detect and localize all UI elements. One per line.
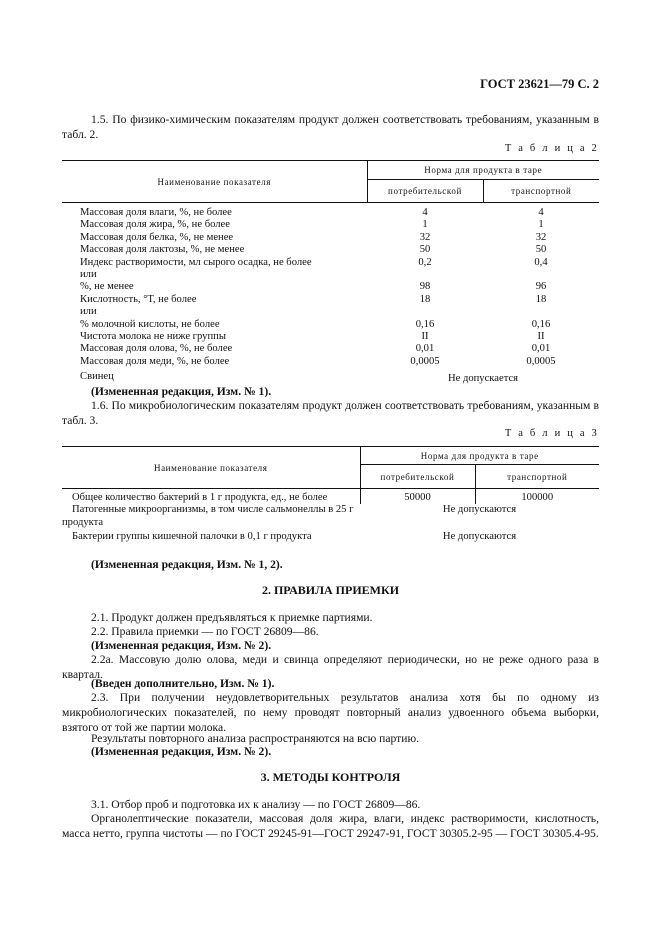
table-3-row-bacteria-consumer: 50000 xyxy=(360,489,475,505)
paragraph-3-1: 3.1. Отбор проб и подготовка их к анализу — по ГОСТ 26809—86. xyxy=(91,798,421,811)
table-2-row-consumer: 0,0005 xyxy=(410,355,440,367)
table-2-row-transport xyxy=(483,306,599,318)
table-2-header-consumer: потребительской xyxy=(367,180,483,203)
table-2-row xyxy=(62,232,599,244)
table-2-row xyxy=(62,306,599,318)
edit-note-2b: (Измененная редакция, Изм. № 2). xyxy=(91,745,272,758)
paragraph-2-2: 2.2. Правила приемки — по ГОСТ 26809—86. xyxy=(91,625,319,638)
section-2-title: 2. ПРАВИЛА ПРИЕМКИ xyxy=(261,583,400,597)
table-2-row xyxy=(62,257,599,269)
table-3-header-norm: Норма для продукта в таре xyxy=(360,447,599,465)
paragraph-1-5: 1.5. По физико-химическим показателям продукт должен соответствовать требованиям, указанным в табл. 2. xyxy=(62,113,599,141)
table-2-row-consumer: II xyxy=(421,331,429,343)
paragraph-2-3: 2.3. При получении неудовлетворительных результатов анализа хотя бы по одному из микробиологических показателей, по нему проводят повторный анализ удвоенного объема выборки, взятого от той же партии молока. xyxy=(62,691,599,734)
table-2-row xyxy=(62,244,599,256)
table-2-row-consumer: 1 xyxy=(422,219,428,231)
table-2-row-transport: 4 xyxy=(538,207,544,218)
table-2-row-consumer: 50 xyxy=(419,244,431,256)
table-2-row-name: Массовая доля меди, %, не более xyxy=(80,355,230,367)
table-2-label: Т а б л и ц а 2 xyxy=(504,143,599,154)
table-2-row-name: Массовая доля олова, %, не более xyxy=(80,343,233,355)
table-3-row-pathogens-name: Патогенные микроорганизмы, в том числе сальмонеллы в 25 г продукта xyxy=(62,504,354,528)
table-2-row-transport: 1 xyxy=(538,219,544,231)
table-2-body xyxy=(62,207,599,368)
table-2-row-name: Массовая доля влаги, %, не более xyxy=(80,207,232,218)
table-2-row-transport xyxy=(483,269,599,281)
table-2-row-name: Индекс растворимости, мл сырого осадка, не более xyxy=(80,256,312,268)
table-2-row-consumer: 0,01 xyxy=(415,343,435,355)
table-3-row-pathogens-value: Не допускаются xyxy=(442,504,517,516)
table-3-header-consumer: потребительской xyxy=(360,465,475,489)
table-2-row-transport: 0,16 xyxy=(531,318,551,330)
table-3-row-bacteria-name: Общее количество бактерий в 1 г продукта, ед., не более xyxy=(72,492,328,503)
paragraph-3-1b: Органолептические показатели, массовая доля жира, влаги, индекс растворимости, кислотность, масса нетто, группа чистоты — по ГОСТ 29245-91—ГОСТ 29247-91, ГОСТ 30305.2-95 — ГОСТ 30305.4-95. xyxy=(62,812,599,840)
table-2-row-name: Чистота молока не ниже группы xyxy=(80,331,226,343)
edit-note-1-2: (Измененная редакция, Изм. № 1, 2). xyxy=(91,558,283,571)
table-2-row-transport: 0,0005 xyxy=(526,355,556,367)
edit-note-2a: (Измененная редакция, Изм. № 2). xyxy=(91,639,272,652)
edit-note-1: (Измененная редакция, Изм. № 1). xyxy=(91,385,272,398)
table-2-row-consumer xyxy=(367,269,483,281)
table-2-row-consumer: 0,2 xyxy=(418,256,432,268)
table-2-row-name: % молочной кислоты, не более xyxy=(80,318,220,330)
paragraph-1-6: 1.6. По микробиологическим показателям продукт должен соответствовать требованиям, указанным в табл. 3. xyxy=(62,399,599,427)
table-3-label: Т а б л и ц а 3 xyxy=(504,428,599,439)
table-3-row-ecoli-value: Не допускаются xyxy=(442,531,517,543)
table-2-row-name: %, не менее xyxy=(80,281,134,293)
table-2-row-transport: 18 xyxy=(535,293,547,305)
table-2 xyxy=(62,160,599,386)
table-2-row xyxy=(62,319,599,331)
table-2-header-transport: транспортной xyxy=(483,180,599,203)
table-3-header-name: Наименование показателя xyxy=(62,447,360,489)
table-2-row-name: Массовая доля лактозы, %, не менее xyxy=(80,244,245,256)
table-2-row xyxy=(62,281,599,293)
table-2-lead-name: Свинец xyxy=(80,371,114,383)
table-2-row-consumer: 98 xyxy=(419,281,431,293)
section-3-title: 3. МЕТОДЫ КОНТРОЛЯ xyxy=(260,770,401,784)
table-2-row xyxy=(62,207,599,219)
table-3-header-transport: транспортной xyxy=(475,465,599,489)
table-2-row-name: Массовая доля белка, %, не менее xyxy=(80,231,234,243)
table-2-lead-value: Не допускается xyxy=(447,373,519,385)
table-2-row-consumer: 32 xyxy=(419,231,431,243)
table-2-row xyxy=(62,356,599,368)
table-2-header-norm: Норма для продукта в таре xyxy=(367,161,599,180)
table-3-row-ecoli-name: Бактерии группы кишечной палочки в 0,1 г продукта xyxy=(72,531,312,543)
paragraph-2-3b: Результаты повторного анализа распространяются на всю партию. xyxy=(91,732,420,745)
table-2-row-transport: II xyxy=(537,331,545,343)
table-2-row-name: или xyxy=(80,269,97,281)
table-2-row-consumer: 0,16 xyxy=(415,318,435,330)
paragraph-2-2a: 2.2a. Массовую долю олова, меди и свинца определяют периодически, но не реже одного раза в квартал. xyxy=(62,653,599,681)
table-2-row-consumer: 18 xyxy=(419,293,431,305)
table-2-header-name: Наименование показателя xyxy=(62,161,367,203)
table-2-row-name: Массовая доля жира, %, не более xyxy=(80,219,230,231)
table-2-row-transport: 0,4 xyxy=(534,256,548,268)
table-3 xyxy=(62,446,599,544)
table-2-row-transport: 96 xyxy=(535,281,547,293)
added-note-1: (Введен дополнительно, Изм. № 1). xyxy=(91,677,275,690)
table-2-row-name: или xyxy=(80,306,97,318)
table-2-row xyxy=(62,331,599,343)
page-header: ГОСТ 23621—79 С. 2 xyxy=(480,77,599,91)
table-2-row xyxy=(62,343,599,355)
table-2-row xyxy=(62,294,599,306)
table-2-row-consumer xyxy=(367,306,483,318)
table-2-row-transport: 50 xyxy=(535,244,547,256)
table-2-row xyxy=(62,219,599,231)
table-3-row-bacteria-transport: 100000 xyxy=(475,489,599,505)
table-2-row-transport: 32 xyxy=(535,231,547,243)
table-2-row xyxy=(62,269,599,281)
table-2-row-name: Кислотность, °Т, не более xyxy=(80,293,197,305)
table-2-row-consumer: 4 xyxy=(422,207,428,218)
table-2-row-transport: 0,01 xyxy=(531,343,551,355)
paragraph-2-1: 2.1. Продукт должен предъявляться к приемке партиями. xyxy=(91,611,373,624)
